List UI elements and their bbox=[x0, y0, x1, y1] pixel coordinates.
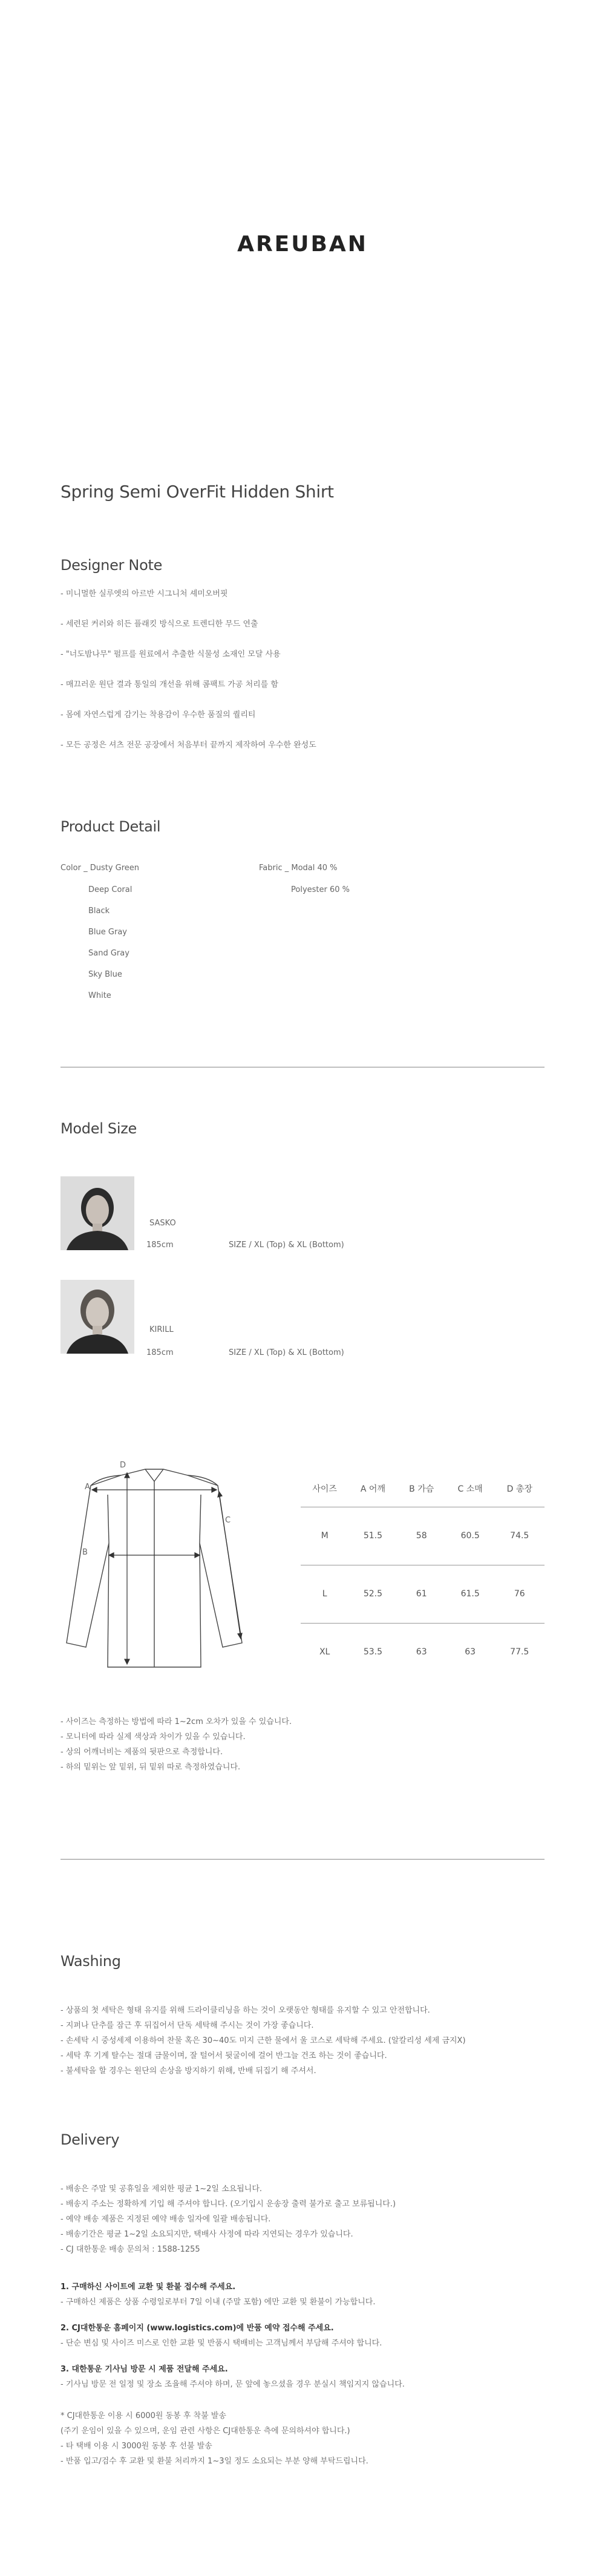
model-photo-kirill bbox=[60, 1280, 134, 1354]
color-option: Black bbox=[88, 906, 110, 916]
color-option: Sand Gray bbox=[88, 949, 129, 958]
washing-heading: Washing bbox=[60, 1953, 121, 1970]
size-table bbox=[301, 1470, 544, 1681]
size-cell: 52.5 bbox=[363, 1589, 383, 1599]
model-photo-sasko bbox=[60, 1176, 134, 1250]
size-table-row bbox=[301, 1565, 544, 1623]
delivery-step-line: - 기사님 방문 전 일정 및 장소 조율해 주셔야 하며, 문 앞에 놓으셨을 경우 분실시 책임지지 않습니다. bbox=[60, 2380, 405, 2389]
washing-list bbox=[60, 2003, 557, 2079]
designer-note-item: - 미니멀한 실루엣의 아르반 시그니처 셰미오버핏 bbox=[60, 589, 228, 598]
size-cell: M bbox=[321, 1531, 329, 1541]
delivery-footer-line: * CJ대한통운 이용 시 6000원 동봉 후 착불 발송 bbox=[60, 2411, 226, 2420]
delivery-line: - 배송지 주소는 정확하게 기입 해 주셔야 합니다. (오기입시 운송장 출력 불가로 출고 보류됩니다.) bbox=[60, 2200, 396, 2209]
size-header-cell: 사이즈 bbox=[312, 1484, 337, 1494]
color-option: White bbox=[88, 991, 111, 1000]
delivery-footer-line: - 타 택배 이용 시 3000원 동봉 후 선불 발송 bbox=[60, 2442, 212, 2451]
brand-logo: AREUBAN bbox=[237, 232, 368, 257]
size-table-header bbox=[301, 1470, 544, 1507]
delivery-step bbox=[60, 2362, 557, 2392]
size-cell: 76 bbox=[514, 1589, 525, 1599]
product-detail-heading: Product Detail bbox=[60, 818, 161, 835]
washing-item: - 불세탁을 할 경우는 원단의 손상을 방지하기 위해, 반배 뒤집기 해 주셔서. bbox=[60, 2066, 316, 2076]
size-cell: XL bbox=[319, 1647, 330, 1657]
size-header-cell: D 총장 bbox=[506, 1484, 532, 1494]
delivery-step bbox=[60, 2279, 557, 2310]
size-table-row bbox=[301, 1623, 544, 1681]
size-cell: 77.5 bbox=[510, 1647, 529, 1657]
size-cell: L bbox=[322, 1589, 327, 1599]
diagram-label-c: C bbox=[225, 1516, 231, 1525]
model-height: 185cm bbox=[146, 1348, 174, 1357]
washing-item: - 세탁 후 기계 탈수는 절대 금물이며, 잘 털어서 뒷굴이에 걸어 반그늘 건조 하는 것이 좋습니다. bbox=[60, 2051, 387, 2060]
size-note: - 상의 어깨너비는 제품의 뒷판으로 측정합니다. bbox=[60, 1748, 223, 1757]
size-note: - 모니터에 따라 실제 색상과 차이가 있을 수 있습니다. bbox=[60, 1732, 246, 1742]
delivery-line: - 배송기간은 평균 1~2일 소요되지만, 택배사 사정에 따라 지연되는 경우가 있습니다. bbox=[60, 2230, 353, 2239]
fabric-label: Fabric _ Modal 40 % bbox=[259, 864, 338, 873]
delivery-line: - 배송은 주말 및 공휴일을 제외한 평균 1~2일 소요됩니다. bbox=[60, 2184, 263, 2194]
shirt-size-diagram bbox=[60, 1458, 254, 1688]
size-cell: 53.5 bbox=[363, 1647, 383, 1657]
size-cell: 74.5 bbox=[510, 1531, 529, 1541]
delivery-step bbox=[60, 2321, 557, 2351]
size-cell: 63 bbox=[465, 1647, 476, 1657]
size-cell: 63 bbox=[416, 1647, 427, 1657]
washing-item: - 상품의 첫 세탁은 형태 유지를 위해 드라이클리닝을 하는 것이 오랫동안 형태를 유지할 수 있고 안전합니다. bbox=[60, 2006, 430, 2015]
size-cell: 60.5 bbox=[460, 1531, 480, 1541]
size-cell: 51.5 bbox=[363, 1531, 383, 1541]
size-note: - 사이즈는 측정하는 방법에 따라 1~2cm 오차가 있을 수 있습니다. bbox=[60, 1717, 292, 1726]
product-title: Spring Semi OverFit Hidden Shirt bbox=[60, 482, 334, 502]
size-cell: 61.5 bbox=[460, 1589, 480, 1599]
size-notes bbox=[60, 1714, 544, 1775]
diagram-label-d: D bbox=[120, 1461, 126, 1470]
model-name: KIRILL bbox=[149, 1325, 174, 1334]
size-note: - 하의 밑위는 앞 밑위, 뒤 밑위 따로 측정하였습니다. bbox=[60, 1763, 241, 1772]
delivery-step-title: 2. CJ대한통운 홈페이지 (www.logistics.com)에 반품 예약 접수해 주세요. bbox=[60, 2324, 334, 2333]
designer-note-item: - 모든 공정은 셔츠 전문 공장에서 처음부터 끝까지 제작하여 우수한 완성도 bbox=[60, 741, 316, 750]
delivery-general bbox=[60, 2181, 557, 2257]
color-option: Sky Blue bbox=[88, 970, 122, 979]
model-name: SASKO bbox=[149, 1219, 176, 1228]
color-option: Blue Gray bbox=[88, 928, 127, 937]
delivery-footer-line: - 반품 입고/검수 후 교환 및 환불 처리까지 1~3일 정도 소요되는 부분 양해 부탁드립니다. bbox=[60, 2457, 368, 2466]
size-table-row bbox=[301, 1507, 544, 1565]
size-header-cell: C 소매 bbox=[457, 1484, 483, 1494]
delivery-step-title: 1. 구매하신 사이트에 교환 및 환불 접수해 주세요. bbox=[60, 2283, 236, 2292]
color-label: Color _ Dusty Green bbox=[60, 864, 140, 873]
delivery-line: - CJ 대한통운 배송 문의처 : 1588-1255 bbox=[60, 2245, 200, 2254]
delivery-footer bbox=[60, 2408, 557, 2469]
designer-note-item: - 몸에 자연스럽게 감기는 착용감이 우수한 품질의 퀄리티 bbox=[60, 710, 256, 719]
color-option: Deep Coral bbox=[88, 885, 132, 894]
model-size-heading: Model Size bbox=[60, 1120, 137, 1137]
size-cell: 58 bbox=[416, 1531, 427, 1541]
delivery-step-title: 3. 대한통운 기사님 방문 시 제품 전달해 주세요. bbox=[60, 2365, 228, 2374]
diagram-label-b: B bbox=[82, 1548, 88, 1557]
designer-note-item: - "너도밤나무" 펄프를 원료에서 추출한 식물성 소재인 모달 사용 bbox=[60, 650, 281, 659]
size-header-cell: B 가슴 bbox=[409, 1484, 434, 1494]
model-size: SIZE / XL (Top) & XL (Bottom) bbox=[229, 1240, 344, 1250]
designer-note-item: - 매끄러운 원단 결과 통일의 개선을 위해 콤팩트 가공 처리를 함 bbox=[60, 680, 278, 689]
delivery-line: - 예약 배송 제품은 지정된 예약 배송 일자에 일괄 배송됩니다. bbox=[60, 2215, 271, 2224]
designer-note-item: - 세련된 커러와 히든 플래킷 방식으로 트렌디한 무드 연출 bbox=[60, 620, 258, 629]
diagram-label-a: A bbox=[85, 1483, 90, 1492]
model-size: SIZE / XL (Top) & XL (Bottom) bbox=[229, 1348, 344, 1357]
delivery-step-line: - 단순 변심 및 사이즈 미스로 인한 교환 및 반품시 택배비는 고객님께서 부담해 주셔야 합니다. bbox=[60, 2339, 382, 2348]
fabric-extra: Polyester 60 % bbox=[291, 885, 350, 894]
size-header-cell: A 어깨 bbox=[360, 1484, 385, 1494]
size-cell: 61 bbox=[416, 1589, 427, 1599]
delivery-step-line: - 구매하신 제품은 상품 수령일로부터 7일 이내 (주말 포함) 에만 교환 및 환불이 가능합니다. bbox=[60, 2298, 376, 2307]
delivery-footer-line: (주기 운임이 있을 수 있으며, 운임 관련 사항은 CJ대한통운 측에 문의하셔야 합니다.) bbox=[60, 2427, 350, 2436]
washing-item: - 손세탁 시 중성세제 이용하여 찬물 혹은 30~40도 미지 근한 물에서 울 코스로 세탁해 주세요. (알칼리성 세제 금지X) bbox=[60, 2036, 466, 2045]
model-height: 185cm bbox=[146, 1240, 174, 1250]
washing-item: - 지퍼나 단추를 잠근 후 뒤집어서 단독 세탁해 주시는 것이 가장 좋습니다. bbox=[60, 2021, 314, 2030]
designer-note-heading: Designer Note bbox=[60, 557, 163, 574]
divider bbox=[60, 1859, 544, 1860]
delivery-heading: Delivery bbox=[60, 2131, 120, 2148]
